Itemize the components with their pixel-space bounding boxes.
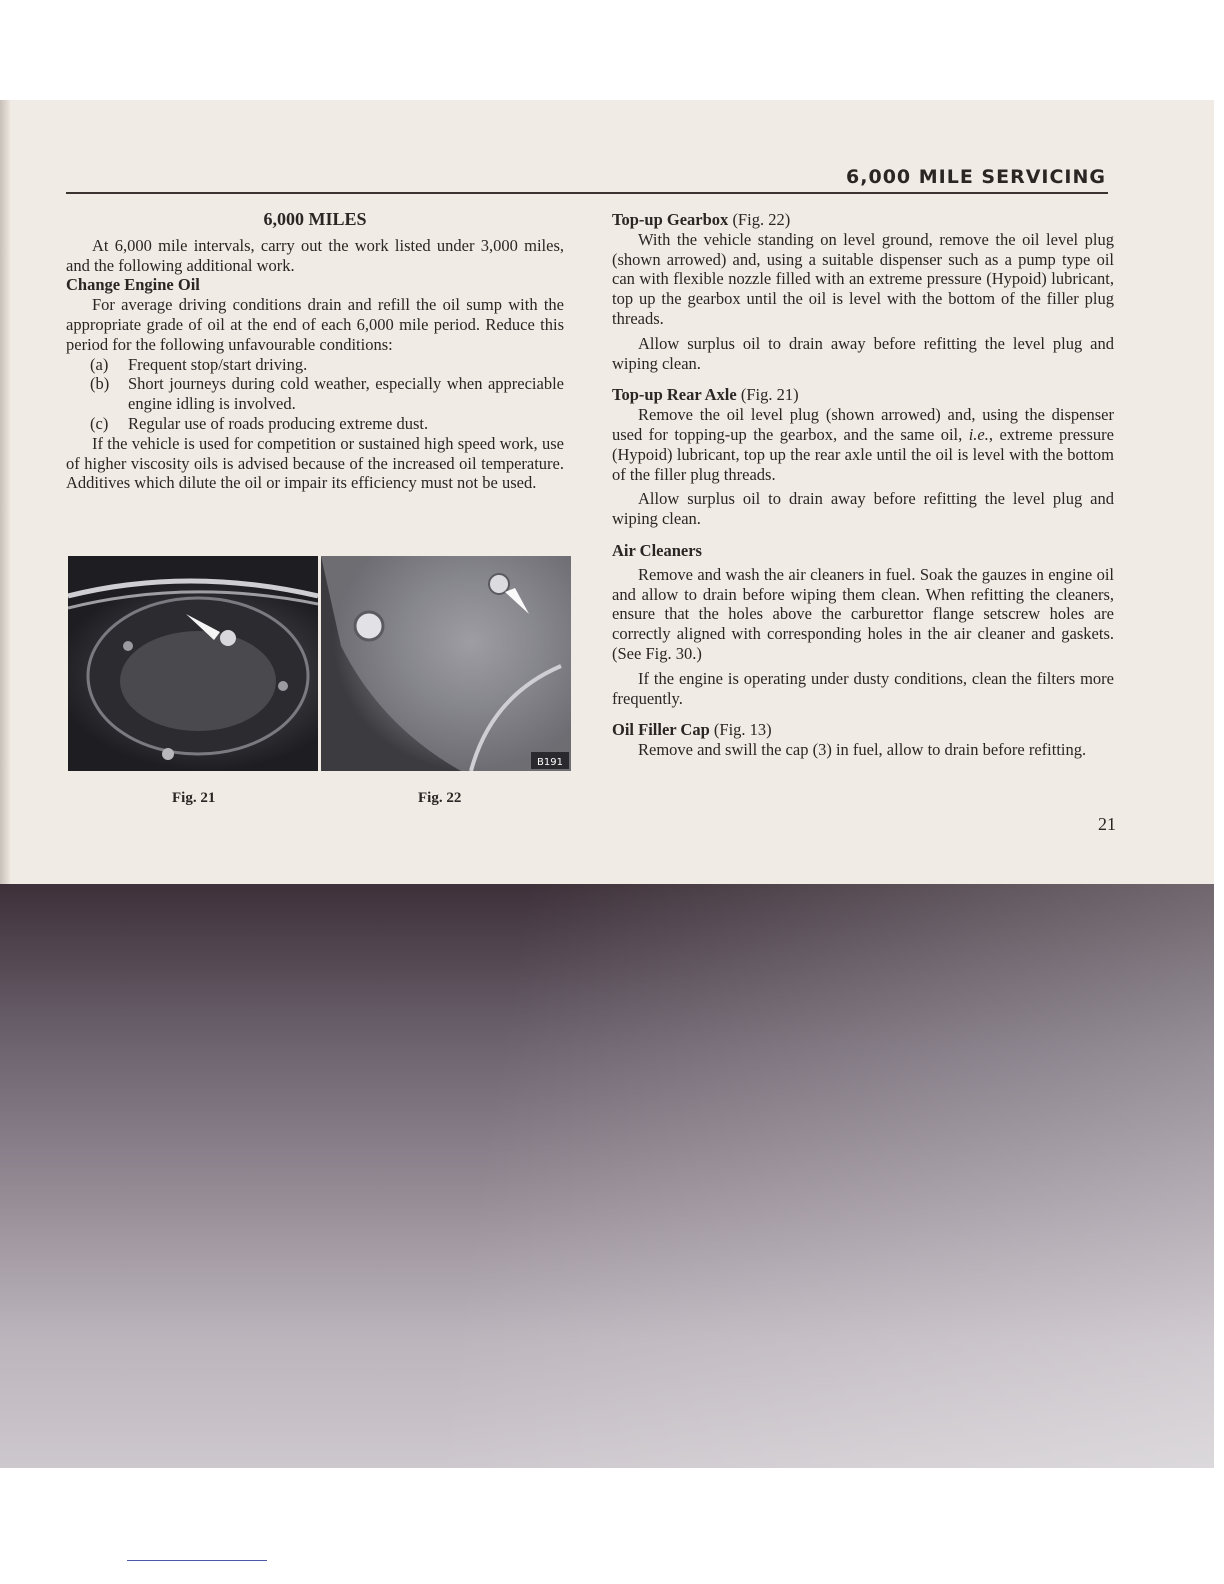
axle-text-part: , extreme pressure (Hypoid) lubricant, top up the rear axle until the oil is level with the bottom of the filler plug threads. [612,424,1114,484]
list-item [90,374,564,414]
section-header: 6,000 MILE SERVICING [846,166,1106,188]
list-item-label: (c) [90,413,109,433]
conditions-list [66,355,564,434]
fig-21-photo [68,556,318,771]
list-item [90,414,564,434]
list-item-label: (b) [90,374,110,394]
figure-code: B191 [537,757,563,768]
list-item-label: (a) [90,354,109,374]
cover-glare [0,884,1214,1468]
list-item-text: Short journeys during cold weather, especially when appreciable engine idling is involved. [128,374,564,414]
axle-heading [612,385,1114,405]
filler-cap-heading-text: Oil Filler Cap [612,720,710,740]
left-column [66,210,564,493]
change-oil-paragraph: For average driving conditions drain and refill the oil sump with the appropriate grade of oil at the end of each 6,000 mile period. Reduce this period for the following unfavourable conditions: [66,295,564,354]
axle-fig-ref: (Fig. 21) [740,385,799,405]
miles-title: 6,000 MILES [263,209,367,229]
right-column [612,210,1114,760]
fig-22-photo [321,556,571,771]
gearbox-illustration [321,556,571,771]
axle-heading-text: Top-up Rear Axle [612,385,737,405]
figures-row [68,556,571,771]
gearbox-heading [612,210,1114,230]
fig-22-caption: Fig. 22 [418,790,462,806]
page-number: 21 [1098,814,1116,834]
rear-axle-illustration [68,556,318,771]
axle-paragraph-2: Allow surplus oil to drain away before refitting the level plug and wiping clean. [612,489,1114,529]
fig-21-caption: Fig. 21 [172,790,216,806]
air-cleaners-paragraph-2: If the engine is operating under dusty conditions, clean the filters more frequently. [612,668,1114,708]
air-cleaners-heading: Air Cleaners [612,540,702,560]
air-cleaners-paragraph-1: Remove and wash the air cleaners in fuel. Soak the gauzes in engine oil and allow to drain before wiping them clean. When refitting the cleaners, ensure that the holes above the carburettor flange setscrew holes are correctly aligned with corresponding holes in the air cleaner and gaskets. (See Fig. 30.) [612,564,1114,663]
axle-text-ie: i.e. [968,424,989,444]
change-oil-heading: Change Engine Oil [66,275,200,295]
scanned-page [0,100,1214,1468]
intro-paragraph: At 6,000 mile intervals, carry out the work listed under 3,000 miles, and the following additional work. [66,235,564,275]
header-rule [66,192,1108,194]
filler-cap-fig-ref: (Fig. 13) [713,720,772,740]
list-item-text: Regular use of roads producing extreme dust. [128,413,429,433]
filler-cap-heading [612,720,1114,740]
gearbox-fig-ref: (Fig. 22) [732,210,791,229]
filler-cap-paragraph: Remove and swill the cap (3) in fuel, allow to drain before refitting. [638,740,1087,760]
gearbox-heading-text: Top-up Gearbox [612,210,729,229]
footer-rule [127,1560,267,1561]
competition-paragraph: If the vehicle is used for competition or sustained high speed work, use of higher viscosity oils is advised because of the increased oil temperature. Additives which dilute the oil or impair its efficiency must not be used. [66,433,564,493]
list-item-text: Frequent stop/start driving. [128,354,308,374]
gearbox-paragraph-2: Allow surplus oil to drain away before refitting the level plug and wiping clean. [612,333,1114,373]
list-item [90,355,564,375]
gearbox-paragraph-1: With the vehicle standing on level ground, remove the oil level plug (shown arrowed) and, using a suitable dispenser such as a pump type oil can with flexible nozzle filled with an extreme pressure (Hypoid) lubricant, top up the gearbox until the oil is level with the bottom of the filler plug threads. [612,229,1114,328]
axle-paragraph-1 [612,405,1114,484]
axle-text-part: Remove the oil level plug (shown arrowed) and, using the dispenser used for topping-up the gearbox, and the same oil, [612,405,1114,444]
